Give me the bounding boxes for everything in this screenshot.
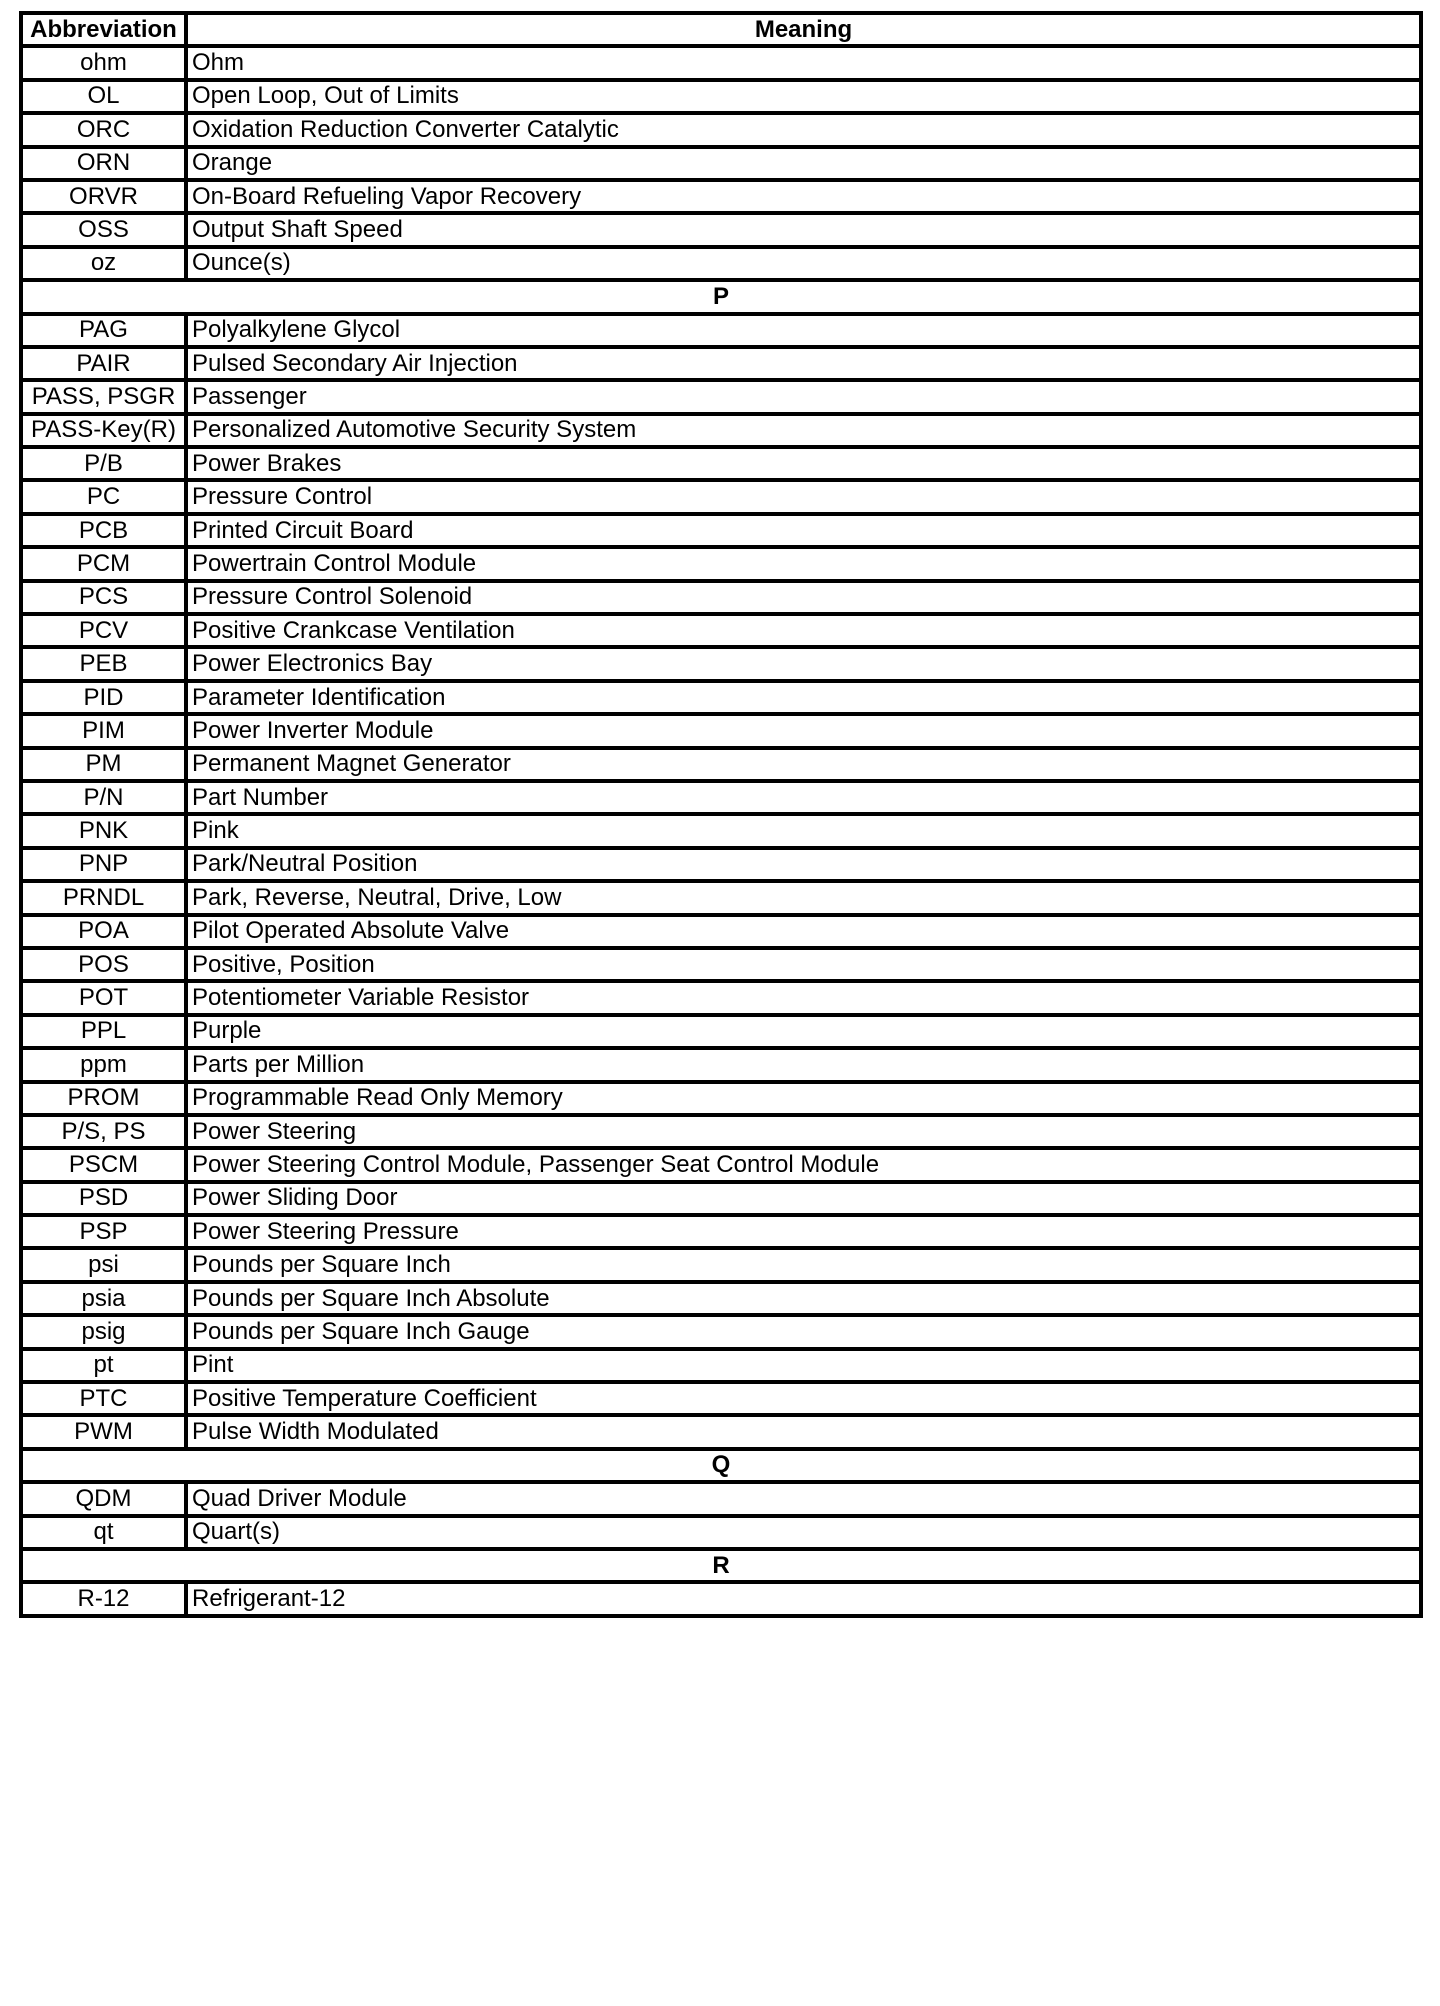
- abbreviation-cell: PRNDL: [21, 881, 186, 914]
- table-row: [21, 1048, 1421, 1081]
- table-row: [21, 1082, 1421, 1115]
- abbreviation-cell: PCS: [21, 581, 186, 614]
- table-row: [21, 748, 1421, 781]
- table-row: [21, 881, 1421, 914]
- abbreviation-cell: PCV: [21, 614, 186, 647]
- meaning-cell: Orange: [186, 147, 1421, 180]
- table-row: [21, 480, 1421, 513]
- abbreviation-cell: PWM: [21, 1415, 186, 1448]
- abbreviation-cell: OL: [21, 80, 186, 113]
- abbreviation-cell: ORC: [21, 113, 186, 146]
- table-row: [21, 147, 1421, 180]
- table-row: [21, 80, 1421, 113]
- abbreviation-cell: POS: [21, 948, 186, 981]
- meaning-cell: Ohm: [186, 46, 1421, 79]
- meaning-cell: Refrigerant-12: [186, 1582, 1421, 1615]
- abbreviation-cell: POT: [21, 981, 186, 1014]
- meaning-cell: Oxidation Reduction Converter Catalytic: [186, 113, 1421, 146]
- abbreviation-cell: PNP: [21, 848, 186, 881]
- section-letter: Q: [21, 1449, 1421, 1482]
- meaning-cell: On-Board Refueling Vapor Recovery: [186, 180, 1421, 213]
- meaning-cell: Pink: [186, 814, 1421, 847]
- meaning-cell: Power Steering: [186, 1115, 1421, 1148]
- meaning-cell: Quart(s): [186, 1516, 1421, 1549]
- abbreviation-cell: PCB: [21, 514, 186, 547]
- table-row: [21, 46, 1421, 79]
- table-row: [21, 514, 1421, 547]
- table-row: [21, 1148, 1421, 1181]
- abbreviation-cell: ORN: [21, 147, 186, 180]
- meaning-cell: Printed Circuit Board: [186, 514, 1421, 547]
- abbreviation-cell: PIM: [21, 714, 186, 747]
- abbreviation-table: [19, 11, 1423, 1618]
- table-row: [21, 1482, 1421, 1515]
- table-row: [21, 948, 1421, 981]
- meaning-cell: Park, Reverse, Neutral, Drive, Low: [186, 881, 1421, 914]
- abbreviation-cell: PASS-Key(R): [21, 414, 186, 447]
- table-row: [21, 447, 1421, 480]
- table-row: [21, 247, 1421, 280]
- abbreviation-cell: PSD: [21, 1182, 186, 1215]
- meaning-cell: Potentiometer Variable Resistor: [186, 981, 1421, 1014]
- abbreviation-cell: QDM: [21, 1482, 186, 1515]
- abbreviation-cell: PTC: [21, 1382, 186, 1415]
- table-row: [21, 1115, 1421, 1148]
- table-row: [21, 1516, 1421, 1549]
- meaning-cell: Positive, Position: [186, 948, 1421, 981]
- meaning-cell: Power Brakes: [186, 447, 1421, 480]
- meaning-cell: Pounds per Square Inch: [186, 1248, 1421, 1281]
- table-row: [21, 1582, 1421, 1615]
- abbreviation-cell: psig: [21, 1315, 186, 1348]
- meaning-cell: Open Loop, Out of Limits: [186, 80, 1421, 113]
- meaning-cell: Pint: [186, 1349, 1421, 1382]
- meaning-cell: Pulse Width Modulated: [186, 1415, 1421, 1448]
- table-row: [21, 848, 1421, 881]
- abbreviation-cell: ohm: [21, 46, 186, 79]
- table-row: [21, 314, 1421, 347]
- table-row: [21, 1382, 1421, 1415]
- table-row: [21, 614, 1421, 647]
- table-row: [21, 180, 1421, 213]
- meaning-cell: Pounds per Square Inch Absolute: [186, 1282, 1421, 1315]
- abbreviation-cell: P/B: [21, 447, 186, 480]
- abbreviation-cell: ORVR: [21, 180, 186, 213]
- abbreviation-cell: PROM: [21, 1082, 186, 1115]
- table-row: [21, 681, 1421, 714]
- table-row: [21, 547, 1421, 580]
- abbreviation-column-header: Abbreviation: [21, 13, 186, 46]
- abbreviation-cell: PNK: [21, 814, 186, 847]
- table-row: [21, 380, 1421, 413]
- table-row: [21, 347, 1421, 380]
- abbreviation-cell: POA: [21, 915, 186, 948]
- table-row: [21, 581, 1421, 614]
- section-row: [21, 1549, 1421, 1582]
- meaning-cell: Power Steering Control Module, Passenger Seat Control Module: [186, 1148, 1421, 1181]
- abbreviation-cell: oz: [21, 247, 186, 280]
- meaning-cell: Ounce(s): [186, 247, 1421, 280]
- meaning-cell: Programmable Read Only Memory: [186, 1082, 1421, 1115]
- meaning-cell: Parameter Identification: [186, 681, 1421, 714]
- meaning-cell: Park/Neutral Position: [186, 848, 1421, 881]
- abbreviation-cell: PC: [21, 480, 186, 513]
- header-row: [21, 13, 1421, 46]
- table-row: [21, 915, 1421, 948]
- section-letter: R: [21, 1549, 1421, 1582]
- abbreviation-cell: pt: [21, 1349, 186, 1382]
- table-row: [21, 1415, 1421, 1448]
- meaning-cell: Quad Driver Module: [186, 1482, 1421, 1515]
- table-row: [21, 714, 1421, 747]
- abbreviation-cell: PM: [21, 748, 186, 781]
- abbreviation-cell: PAG: [21, 314, 186, 347]
- meaning-cell: Permanent Magnet Generator: [186, 748, 1421, 781]
- meaning-cell: Pressure Control: [186, 480, 1421, 513]
- abbreviation-cell: P/N: [21, 781, 186, 814]
- section-letter: P: [21, 280, 1421, 313]
- section-row: [21, 1449, 1421, 1482]
- abbreviation-cell: PEB: [21, 647, 186, 680]
- meaning-cell: Part Number: [186, 781, 1421, 814]
- table-row: [21, 213, 1421, 246]
- table-row: [21, 647, 1421, 680]
- meaning-column-header: Meaning: [186, 13, 1421, 46]
- abbreviation-cell: PCM: [21, 547, 186, 580]
- abbreviation-cell: PAIR: [21, 347, 186, 380]
- table-row: [21, 1315, 1421, 1348]
- meaning-cell: Power Steering Pressure: [186, 1215, 1421, 1248]
- abbreviation-cell: psi: [21, 1248, 186, 1281]
- abbreviation-cell: OSS: [21, 213, 186, 246]
- table-row: [21, 414, 1421, 447]
- meaning-cell: Pressure Control Solenoid: [186, 581, 1421, 614]
- abbreviation-cell: psia: [21, 1282, 186, 1315]
- meaning-cell: Pulsed Secondary Air Injection: [186, 347, 1421, 380]
- abbreviation-cell: PASS, PSGR: [21, 380, 186, 413]
- table-row: [21, 1015, 1421, 1048]
- meaning-cell: Passenger: [186, 380, 1421, 413]
- table-row: [21, 981, 1421, 1014]
- meaning-cell: Parts per Million: [186, 1048, 1421, 1081]
- table-row: [21, 1182, 1421, 1215]
- table-row: [21, 814, 1421, 847]
- meaning-cell: Power Inverter Module: [186, 714, 1421, 747]
- meaning-cell: Positive Crankcase Ventilation: [186, 614, 1421, 647]
- meaning-cell: Polyalkylene Glycol: [186, 314, 1421, 347]
- abbreviation-cell: PSCM: [21, 1148, 186, 1181]
- abbreviation-cell: PID: [21, 681, 186, 714]
- meaning-cell: Purple: [186, 1015, 1421, 1048]
- meaning-cell: Pounds per Square Inch Gauge: [186, 1315, 1421, 1348]
- meaning-cell: Powertrain Control Module: [186, 547, 1421, 580]
- abbreviation-cell: qt: [21, 1516, 186, 1549]
- abbreviation-cell: P/S, PS: [21, 1115, 186, 1148]
- table-body: [21, 46, 1421, 1615]
- table-row: [21, 113, 1421, 146]
- meaning-cell: Power Sliding Door: [186, 1182, 1421, 1215]
- table-row: [21, 1282, 1421, 1315]
- table-row: [21, 781, 1421, 814]
- meaning-cell: Output Shaft Speed: [186, 213, 1421, 246]
- table-row: [21, 1248, 1421, 1281]
- meaning-cell: Power Electronics Bay: [186, 647, 1421, 680]
- meaning-cell: Pilot Operated Absolute Valve: [186, 915, 1421, 948]
- meaning-cell: Positive Temperature Coefficient: [186, 1382, 1421, 1415]
- abbreviation-cell: PPL: [21, 1015, 186, 1048]
- table-row: [21, 1215, 1421, 1248]
- table-row: [21, 1349, 1421, 1382]
- abbreviation-cell: PSP: [21, 1215, 186, 1248]
- abbreviation-cell: ppm: [21, 1048, 186, 1081]
- abbreviation-cell: R-12: [21, 1582, 186, 1615]
- meaning-cell: Personalized Automotive Security System: [186, 414, 1421, 447]
- section-row: [21, 280, 1421, 313]
